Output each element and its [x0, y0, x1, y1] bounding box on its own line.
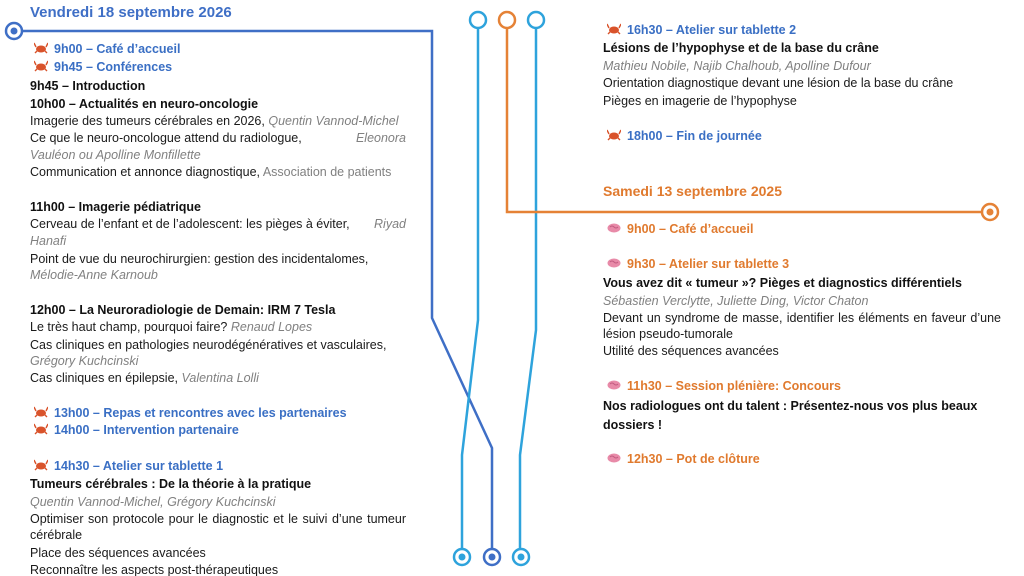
session-2-talk-2: Point de vue du neurochirurgien: gestion des incidentalomes, [30, 252, 369, 266]
crab-icon [34, 406, 48, 418]
session-1-talk-3: Communication et annonce diagnostique, Association de patients [30, 165, 392, 179]
session-1-talk-1: Imagerie des tumeurs cérébrales en 2026, Quentin Vannod-Michel [30, 114, 399, 128]
saturday-title: Samedi 13 septembre 2025 [603, 183, 782, 199]
crab-icon [34, 459, 48, 471]
workshop-1-speakers: Quentin Vannod-Michel, Grégory Kuchcinski [30, 495, 276, 509]
friday-conferences: 9h45 – Conférences [54, 59, 172, 75]
brain-icon [607, 452, 621, 464]
crab-icon [607, 129, 621, 141]
workshop-1-item-1: Optimiser son protocole pour le diagnostic et le suivi d’une tumeur cérébrale [30, 512, 406, 542]
station-top-orange [499, 12, 515, 28]
station-orange-end [982, 204, 998, 220]
workshop-3-item-2: Utilité des séquences avancées [603, 344, 779, 358]
session-3-talk-1: Le très haut champ, pourquoi faire? Renaud Lopes [30, 320, 313, 334]
lunch: 13h00 – Repas et rencontres avec les partenaires [54, 405, 347, 421]
session-3-talk-2-speaker: Grégory Kuchcinski [30, 354, 139, 368]
session-2-title: 11h00 – Imagerie pédiatrique [30, 200, 201, 214]
brain-icon [607, 379, 621, 391]
plenary-text: Nos radiologues ont du talent : Présentez-nous vos plus beaux dossiers ! [603, 399, 978, 432]
station-bottom-dark [484, 549, 500, 565]
workshop-2-item-1: Orientation diagnostique devant une lésion de la base du crâne [603, 76, 954, 90]
station-bottom-blue-2 [513, 549, 529, 565]
closing: 12h30 – Pot de clôture [627, 451, 760, 467]
workshop-3-subtitle: Vous avez dit « tumeur »? Pièges et diagnostics différentiels [603, 276, 962, 290]
friday-title: Vendredi 18 septembre 2026 [30, 4, 232, 21]
partner-intervention: 14h00 – Intervention partenaire [54, 422, 239, 438]
workshop-1-item-3: Reconnaître les aspects post-thérapeutiques [30, 563, 279, 576]
station-bottom-blue-1 [454, 549, 470, 565]
blue-light-track-right [520, 20, 536, 556]
station-top-blue-1 [470, 12, 486, 28]
workshop-2-title: 16h30 – Atelier sur tablette 2 [627, 22, 796, 38]
session-1-talk-2-speaker: Vauléon ou Apolline Monfillette [30, 148, 201, 162]
session-3-talk-2: Cas cliniques en pathologies neurodégénératives et vasculaires, [30, 338, 387, 352]
workshop-3-title: 9h30 – Atelier sur tablette 3 [627, 256, 789, 272]
intro: 9h45 – Introduction [30, 79, 146, 93]
crab-icon [34, 42, 48, 54]
brain-icon [607, 257, 621, 269]
workshop-1-title: 14h30 – Atelier sur tablette 1 [54, 458, 223, 474]
crab-icon [34, 60, 48, 72]
workshop-1-subtitle: Tumeurs cérébrales : De la théorie à la pratique [30, 477, 312, 491]
session-1-talk-2: Ce que le neuro-oncologue attend du radiologue, Eleonora [30, 131, 406, 145]
friday-cafe: 9h00 – Café d’accueil [54, 41, 180, 57]
session-2-talk-1: Cerveau de l’enfant et de l’adolescent: les pièges à éviter, Riyad [30, 217, 406, 231]
session-2-talk-1-speaker: Hanafi [30, 234, 67, 248]
end-of-day: 18h00 – Fin de journée [627, 128, 762, 144]
workshop-2-subtitle: Lésions de l’hypophyse et de la base du crâne [603, 41, 879, 55]
blue-light-track-left [462, 20, 478, 556]
session-2-talk-2-speaker: Mélodie-Anne Karnoub [30, 268, 158, 282]
workshop-3-speakers: Sébastien Verclytte, Juliette Ding, Victor Chaton [603, 294, 869, 308]
station-left-start [6, 23, 22, 39]
workshop-1-item-2: Place des séquences avancées [30, 546, 206, 560]
session-3-title: 12h00 – La Neuroradiologie de Demain: IRM 7 Tesla [30, 303, 336, 317]
crab-icon [607, 23, 621, 35]
workshop-2-item-2: Pièges en imagerie de l’hypophyse [603, 94, 797, 108]
crab-icon [34, 423, 48, 435]
workshop-2-speakers: Mathieu Nobile, Najib Chalhoub, Apolline Dufour [603, 59, 871, 73]
saturday-cafe: 9h00 – Café d’accueil [627, 221, 753, 237]
workshop-3-item-1: Devant un syndrome de masse, identifier les éléments en faveur d’une lésion pseudo-tumorale [603, 311, 1001, 341]
station-top-blue-2 [528, 12, 544, 28]
plenary-title: 11h30 – Session plénière: Concours [627, 378, 841, 394]
brain-icon [607, 222, 621, 234]
session-1-title: 10h00 – Actualités en neuro-oncologie [30, 97, 259, 111]
session-3-talk-3: Cas cliniques en épilepsie, Valentina Lolli [30, 371, 259, 385]
